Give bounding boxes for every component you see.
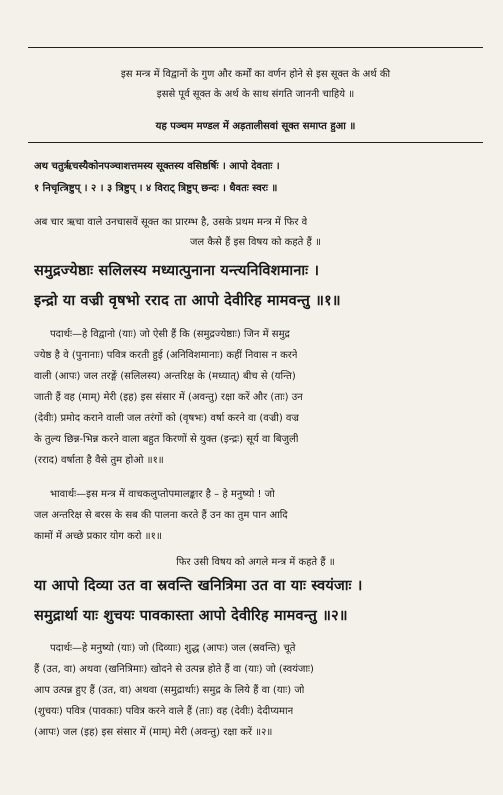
- padartha-2-line: (आपः) जल (इह) इस संसार में (माम्) मेरी (अवन्तु) रक्षा करें ॥२॥: [34, 727, 273, 738]
- sukta-closing: यह पञ्चम मण्डल में अड़तालीसवां सूक्त समाप्त हुआ ॥: [155, 121, 356, 132]
- padartha-1-line: जाती हैं वह (माम्) मेरी (इह) इस संसार में (अवन्तु) रक्षा करें और (ताः) उन: [34, 392, 303, 403]
- padartha-1-line: (रराद) वर्षाता है वैसे तुम होओ ॥१॥: [34, 455, 164, 466]
- mantra-1-line-2: इन्द्रो या वज्री वृषभो रराद ता आपो देवीरिह मामवन्तु ॥१॥: [34, 293, 341, 309]
- padartha-1-line: पदार्थः—हे विद्वानो (याः) जो ऐसी हैं कि (समुद्रज्येष्ठाः) जिन में समुद्र: [50, 329, 290, 340]
- header-rule: [28, 47, 483, 48]
- bhavartha-1-line: जल अन्तरिक्ष से बरस के सब की पालना करते हैं उन का तुम पान आदि: [34, 510, 288, 521]
- padartha-1-line: वाली (आपः) जल तरङ्गें (सलिलस्य) अन्तरिक्ष के (मध्यात्) बीच से (यन्ति): [34, 371, 296, 382]
- section-rule: [28, 142, 483, 143]
- prelude-line-2: जल कैसे हैं इस विषय को कहते हैं ॥: [189, 237, 322, 248]
- bhavartha-1-line: कामों में अच्छे प्रकार योग करो ॥१॥: [34, 531, 162, 542]
- bhavartha-1-line: भावार्थः—इस मन्त्र में वाचकलुप्तोपमालङ्कार है – हे मनुष्यो ! जो: [50, 489, 275, 500]
- padartha-2-line: पदार्थः—हे मनुष्यो (याः) जो (दिव्याः) शुद्ध (आपः) जल (स्रवन्ति) चूते: [50, 643, 296, 654]
- mantra-2-line-2: समुद्रार्था याः शुचयः पावकास्ता आपो देवीरिह मामवन्तु ॥२॥: [34, 608, 348, 624]
- anukramani-line-1: अथ चतुर्ऋचस्यैकोनपञ्चाशत्तमस्य सूक्तस्य वसिष्ठर्षिः । आपो देवताः ।: [34, 161, 280, 172]
- padartha-2-line: हैं (उत, वा) अथवा (खनित्रिमाः) खोदने से उत्पन्न होते हैं वा (याः) जो (स्वयंजाः): [34, 664, 314, 675]
- padartha-2-line: आप उत्पन्न हुए हैं (उत, वा) अथवा (समुद्रार्थाः) समुद्र के लिये हैं वा (याः) जो: [34, 685, 305, 696]
- padartha-1-line: (देवीः) प्रमोद कराने वाली जल तरंगों को (वृषभः) वर्षा करने वा (वज्री) वज्र: [34, 413, 299, 424]
- padartha-2-line: (शुचयः) पवित्र (पावकाः) पवित्र करने वाले हैं (ताः) वह (देवीः) देदीप्यमान: [34, 706, 294, 717]
- padartha-1-line: ज्येष्ठ है वे (पुनानाः) पवित्र करती हुई (अनिविशमानाः) कहीं निवास न करने: [34, 350, 298, 361]
- mantra-2-line-1: या आपो दिव्या उत वा स्रवन्ति खनित्रिमा उत वा याः स्वयंजाः ।: [34, 578, 363, 594]
- intro-line-2: इससे पूर्व सूक्त के अर्थ के साथ संगति जाननी चाहिये ॥: [156, 89, 355, 100]
- prelude-2: फिर उसी विषय को अगले मन्त्र में कहते हैं ॥: [176, 557, 335, 568]
- mantra-1-line-1: समुद्रज्येष्ठाः सलिलस्य मध्यात्पुनाना यन्त्यनिविशमानाः ।: [34, 263, 320, 279]
- padartha-1-line: के तुल्य छिन्न-भिन्न करने वाला बहुत किरणों से युक्त (इन्द्रः) सूर्य वा बिजुली: [34, 434, 299, 445]
- prelude-line-1: अब चार ऋचा वाले उनचासवें सूक्त का प्रारम्भ है, उसके प्रथम मन्त्र में फिर वे: [34, 217, 308, 228]
- anukramani-line-2: १ निचृत्त्रिष्टुप् । २ । ३ त्रिष्टुप् । ४ विराट् त्रिष्टुप् छन्दः । धैवतः स्वरः ॥: [34, 183, 278, 194]
- intro-line-1: इस मन्त्र में विद्वानों के गुण और कर्मों का वर्णन होने से इस सूक्त के अर्थ की: [120, 69, 391, 80]
